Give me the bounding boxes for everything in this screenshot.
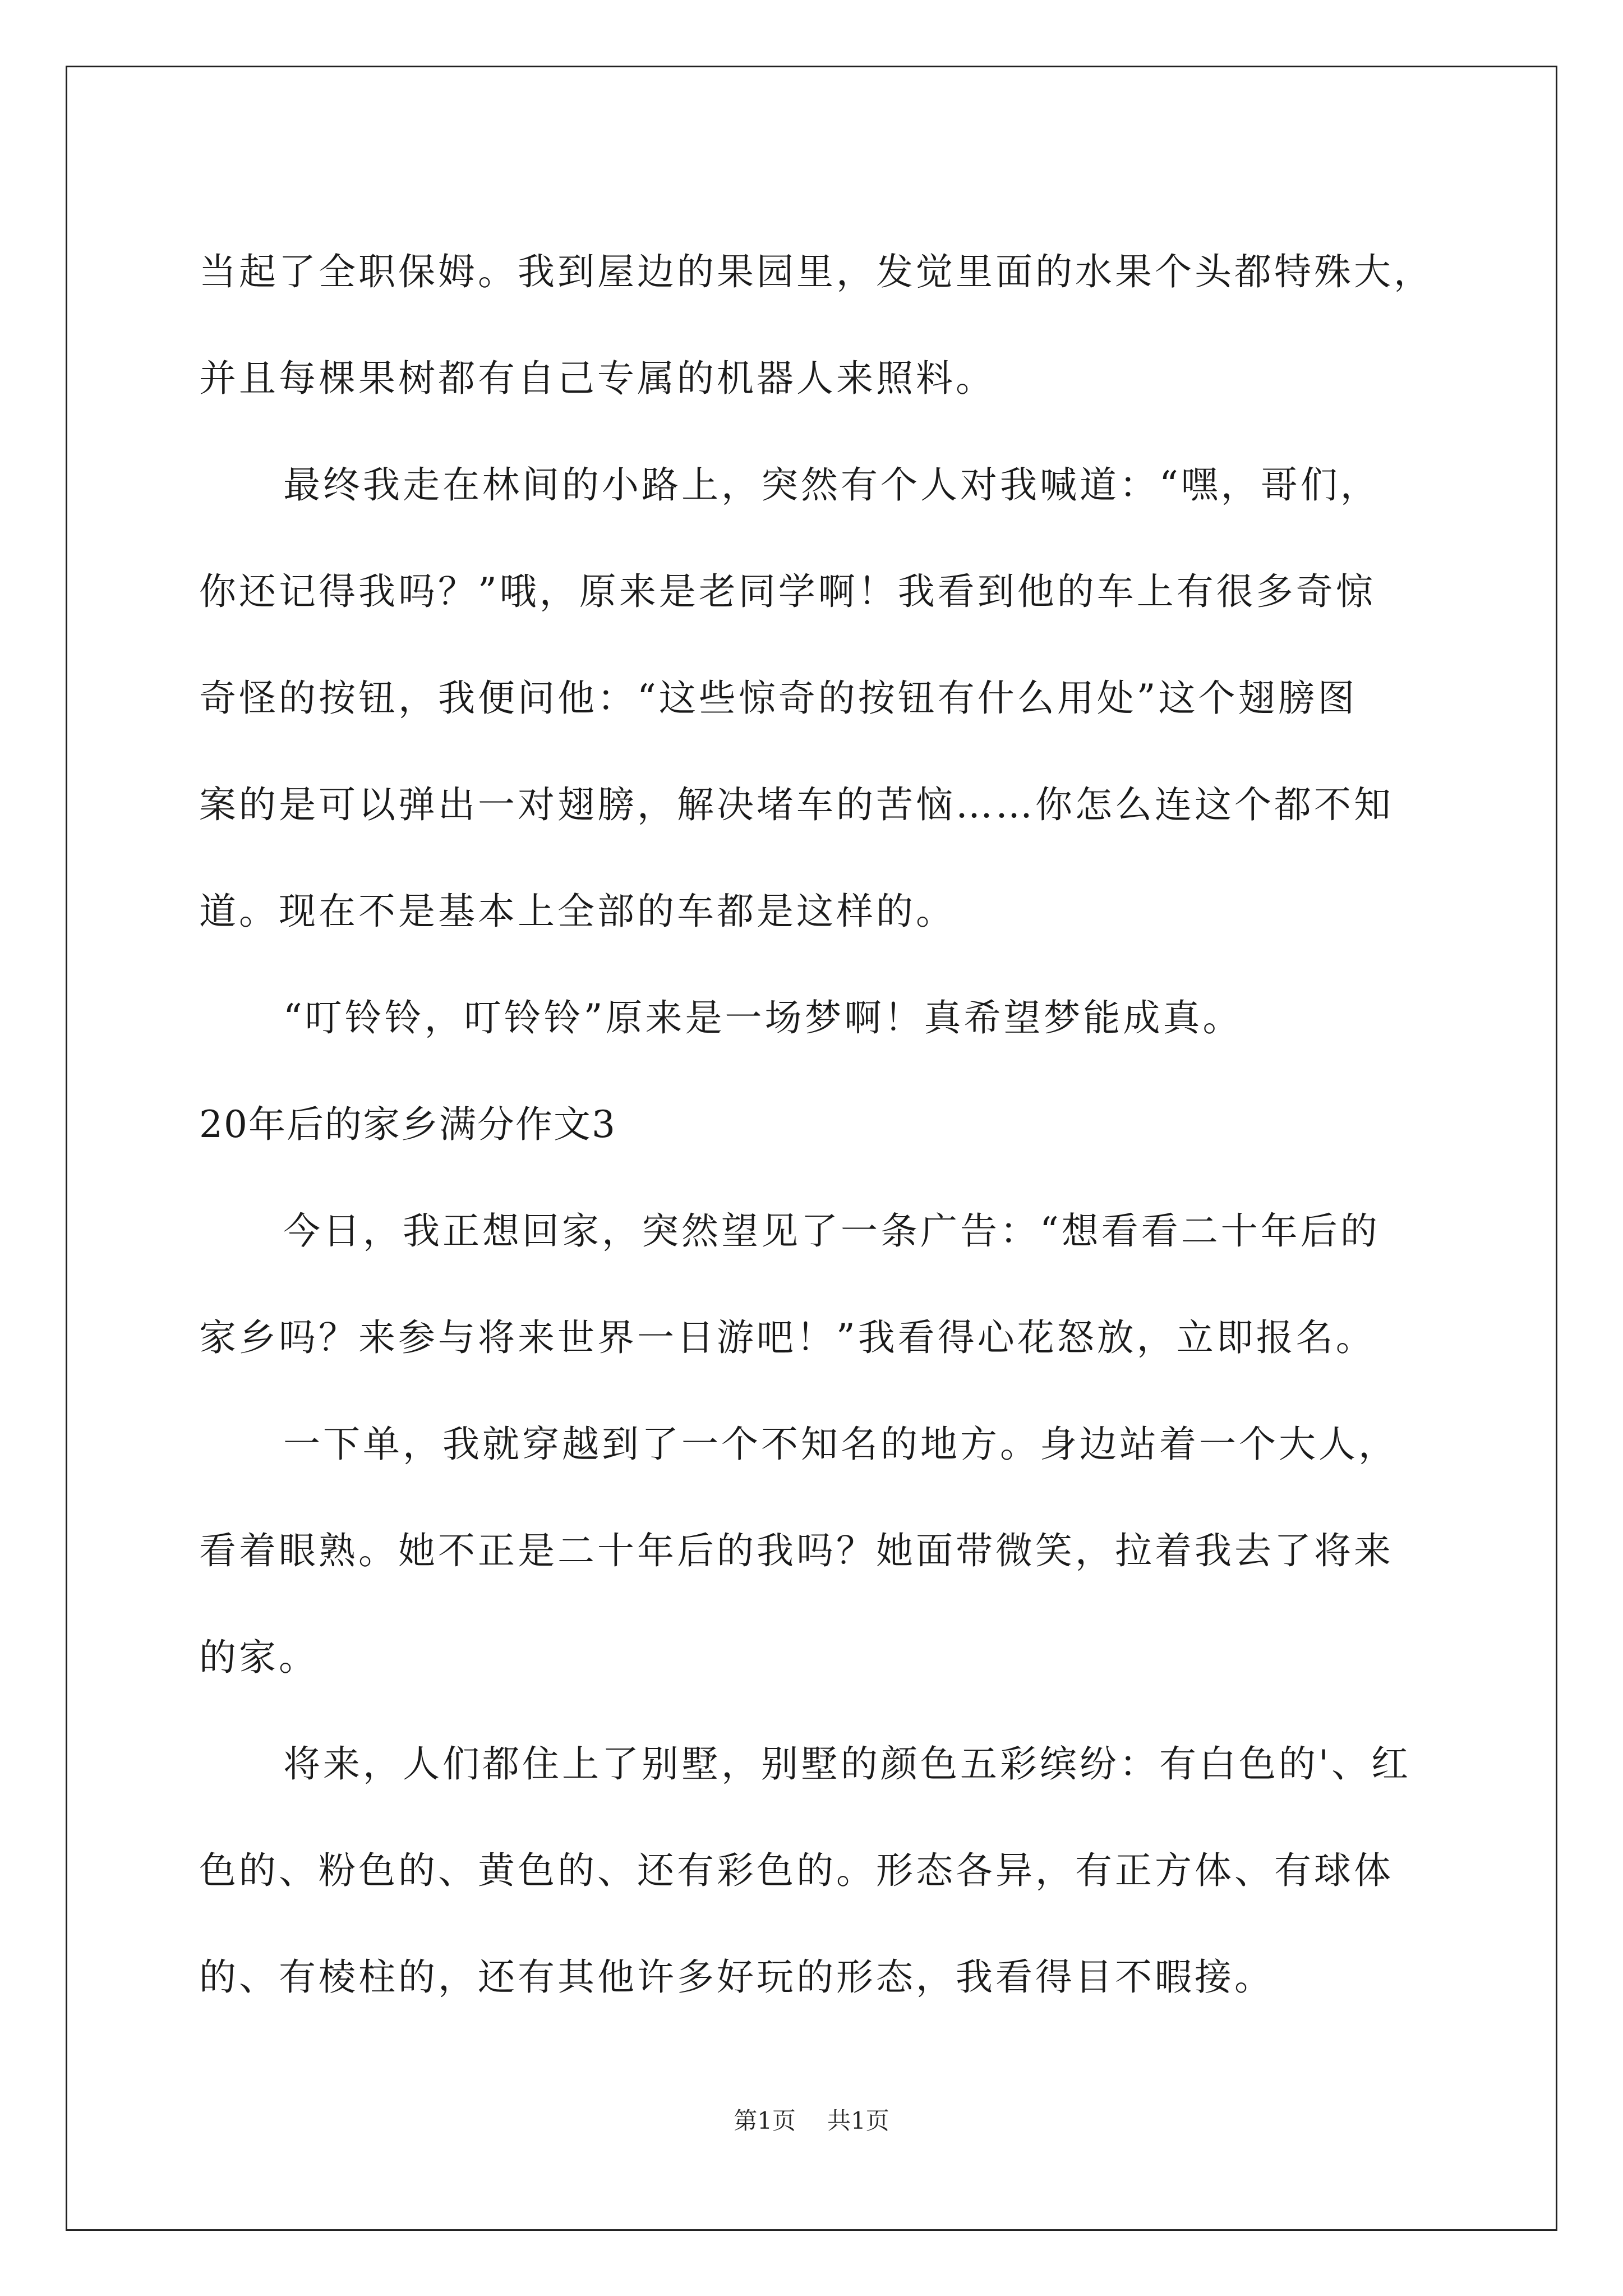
text-line: “叮铃铃，叮铃铃”原来是一场梦啊！真希望梦能成真。 [283, 996, 1243, 1039]
document-body [199, 219, 1433, 2031]
page-total: 共1页 [827, 2107, 889, 2134]
text-line: 并且每棵果树都有自己专属的机器人来照料。 [199, 357, 995, 400]
text-line: 奇怪的按钮，我便问他：“这些惊奇的按钮有什么用处”这个翅膀图 [199, 677, 1358, 720]
text-line: 今日，我正想回家，突然望见了一条广告：“想看看二十年后的 [283, 1209, 1380, 1253]
text-line: 当起了全职保姆。我到屋边的果园里，发觉里面的水果个头都特殊大， [199, 250, 1433, 293]
section-heading: 20年后的家乡满分作文3 [199, 1103, 616, 1146]
page-number: 第1页 [734, 2107, 796, 2134]
text-line: 色的、粉色的、黄色的、还有彩色的。形态各异，有正方体、有球体 [199, 1849, 1394, 1892]
text-line: 你还记得我吗？”哦，原来是老同学啊！我看到他的车上有很多奇惊 [199, 570, 1376, 613]
page-footer [0, 2102, 1623, 2136]
text-line: 一下单，我就穿越到了一个不知名的地方。身边站着一个大人， [283, 1423, 1398, 1466]
text-line: 看着眼熟。她不正是二十年后的我吗？她面带微笑，拉着我去了将来 [199, 1529, 1394, 1572]
text-line: 家乡吗？来参与将来世界一日游吧！”我看得心花怒放，立即报名。 [199, 1316, 1376, 1359]
text-line: 案的是可以弹出一对翅膀，解决堵车的苦恼……你怎么连这个都不知 [199, 783, 1394, 826]
text-line: 的、有棱柱的，还有其他许多好玩的形态，我看得目不暇接。 [199, 1955, 1274, 1999]
text-line: 道。现在不是基本上全部的车都是这样的。 [199, 890, 956, 933]
text-line: 的家。 [199, 1636, 319, 1679]
text-line: 最终我走在林间的小路上，突然有个人对我喊道：“嘿，哥们， [283, 463, 1380, 507]
text-line: 将来，人们都住上了别墅，别墅的颜色五彩缤纷：有白色的'、红 [283, 1742, 1412, 1786]
